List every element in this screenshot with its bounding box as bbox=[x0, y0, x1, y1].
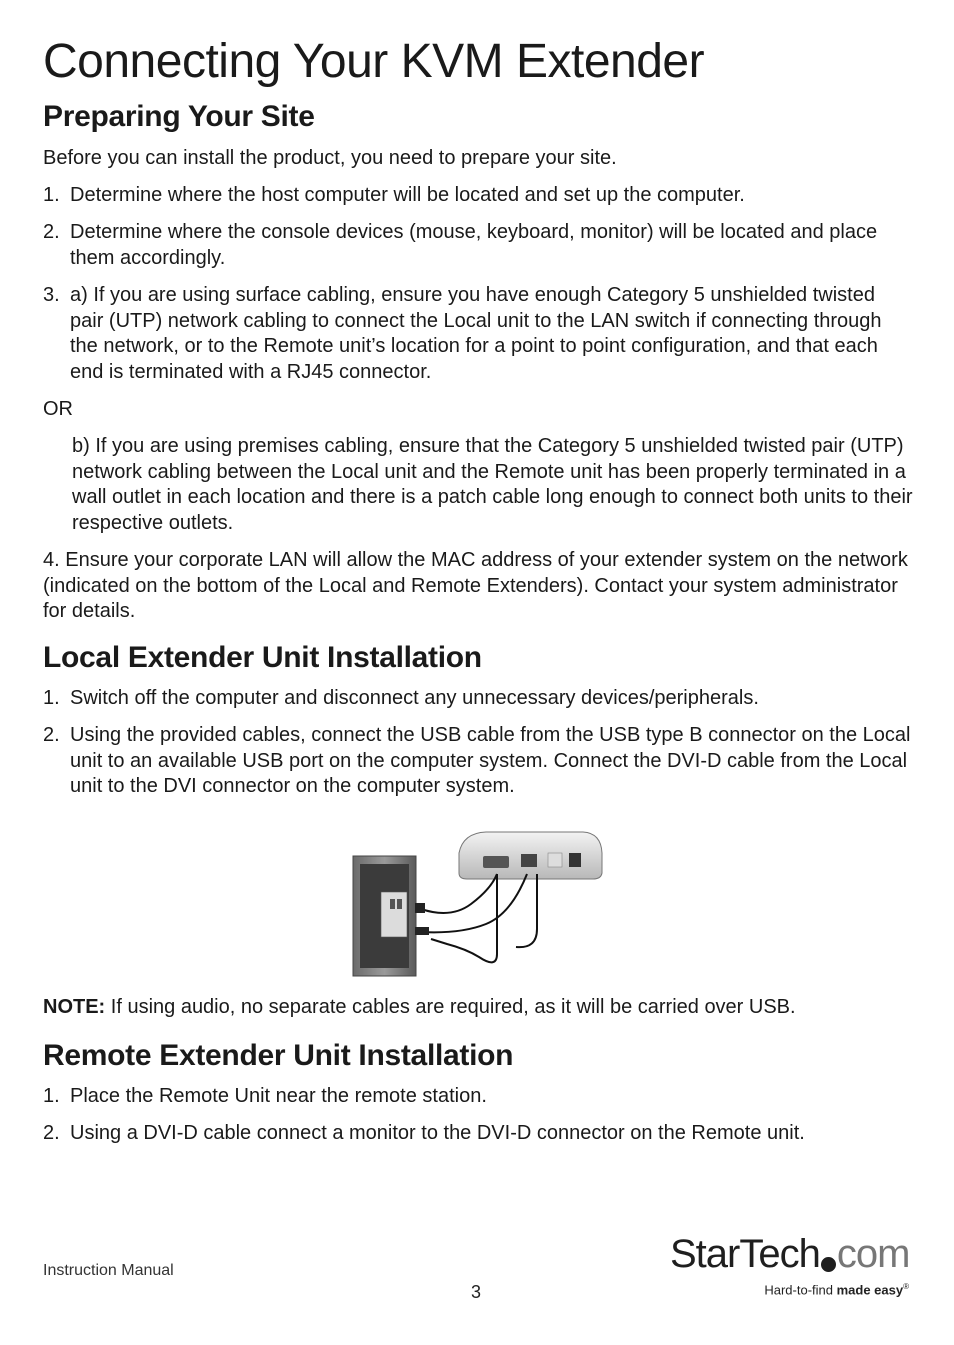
list-number: 2. bbox=[43, 1122, 60, 1144]
list-item bbox=[43, 686, 913, 712]
tagline-start: Hard-to-find bbox=[764, 1282, 837, 1298]
list-text: Using the provided cables, connect the USB cable from the USB type B connector on the Local unit to an available USB port on the computer system. Connect the DVI-D cable from the Local unit to the DVI connector on the computer system. bbox=[70, 724, 911, 797]
dvi-plug bbox=[415, 903, 425, 913]
connection-diagram bbox=[351, 829, 607, 979]
list-text: Using a DVI-D cable connect a monitor to the DVI-D connector on the Remote unit. bbox=[70, 1122, 805, 1144]
list-number: 2. bbox=[43, 221, 60, 243]
note-label: NOTE: bbox=[43, 996, 106, 1018]
preparing-intro: Before you can install the product, you need to prepare your site. bbox=[43, 147, 617, 169]
note-text: If using audio, no separate cables are required, as it will be carried over USB. bbox=[105, 996, 796, 1018]
logo-wordmark bbox=[670, 1232, 909, 1277]
registered-mark: ® bbox=[903, 1282, 909, 1291]
page-number: 3 bbox=[471, 1282, 482, 1302]
heading-remote-unit: Remote Extender Unit Installation bbox=[43, 1039, 514, 1072]
local-extender-unit bbox=[459, 832, 602, 879]
tagline-bold: made easy bbox=[836, 1282, 904, 1298]
list-text: a) If you are using surface cabling, ensure you have enough Category 5 unshielded twisted pair (UTP) network cabling to connect the Local unit to the LAN switch if connecting through the network, or to the Remote unit’s location for a point to point configuration, and that each end is terminated with a RJ45 connector. bbox=[70, 284, 882, 383]
cables bbox=[421, 874, 537, 962]
list-item-4: 4. Ensure your corporate LAN will allow the MAC address of your extender system on the network (indicated on the bottom of the Local and Remote Extenders). Contact your system administrator for details. bbox=[43, 549, 908, 622]
list-item bbox=[43, 723, 913, 800]
computer-tower bbox=[353, 856, 416, 976]
logo-dot-icon bbox=[821, 1257, 836, 1272]
page-title: Connecting Your KVM Extender bbox=[43, 35, 705, 88]
list-text: Determine where the console devices (mouse, keyboard, monitor) will be located and place them accordingly. bbox=[70, 221, 878, 269]
startech-logo bbox=[670, 1232, 915, 1304]
list-item bbox=[43, 283, 913, 385]
heading-local-unit: Local Extender Unit Installation bbox=[43, 641, 482, 674]
list-text: Determine where the host computer will be located and set up the computer. bbox=[70, 184, 745, 206]
list-number: 1. bbox=[43, 687, 60, 709]
heading-preparing-site: Preparing Your Site bbox=[43, 100, 315, 133]
list-item bbox=[43, 1121, 913, 1147]
usb-plug bbox=[415, 927, 429, 935]
logo-text-start: StarTech bbox=[670, 1232, 820, 1276]
or-separator: OR bbox=[43, 398, 73, 420]
list-number: 3. bbox=[43, 284, 60, 306]
footer-manual-label: Instruction Manual bbox=[43, 1262, 174, 1279]
list-item bbox=[43, 220, 913, 271]
list-item bbox=[43, 1084, 913, 1110]
logo-text-end: com bbox=[836, 1232, 910, 1276]
list-number: 1. bbox=[43, 1085, 60, 1107]
list-text: Place the Remote Unit near the remote station. bbox=[70, 1085, 487, 1107]
list-number: 1. bbox=[43, 184, 60, 206]
logo-tagline bbox=[764, 1282, 909, 1297]
audio-note bbox=[43, 995, 796, 1021]
list-text: Switch off the computer and disconnect any unnecessary devices/peripherals. bbox=[70, 687, 759, 709]
list-item bbox=[43, 183, 913, 209]
list-number: 2. bbox=[43, 724, 60, 746]
list-item-3b: b) If you are using premises cabling, ensure that the Category 5 unshielded twisted pair (UTP) network cabling between the Local unit and the Remote unit has been properly terminated in a wall outlet in each location and there is a patch cable long enough to connect both units to their respective outlets. bbox=[72, 435, 913, 534]
